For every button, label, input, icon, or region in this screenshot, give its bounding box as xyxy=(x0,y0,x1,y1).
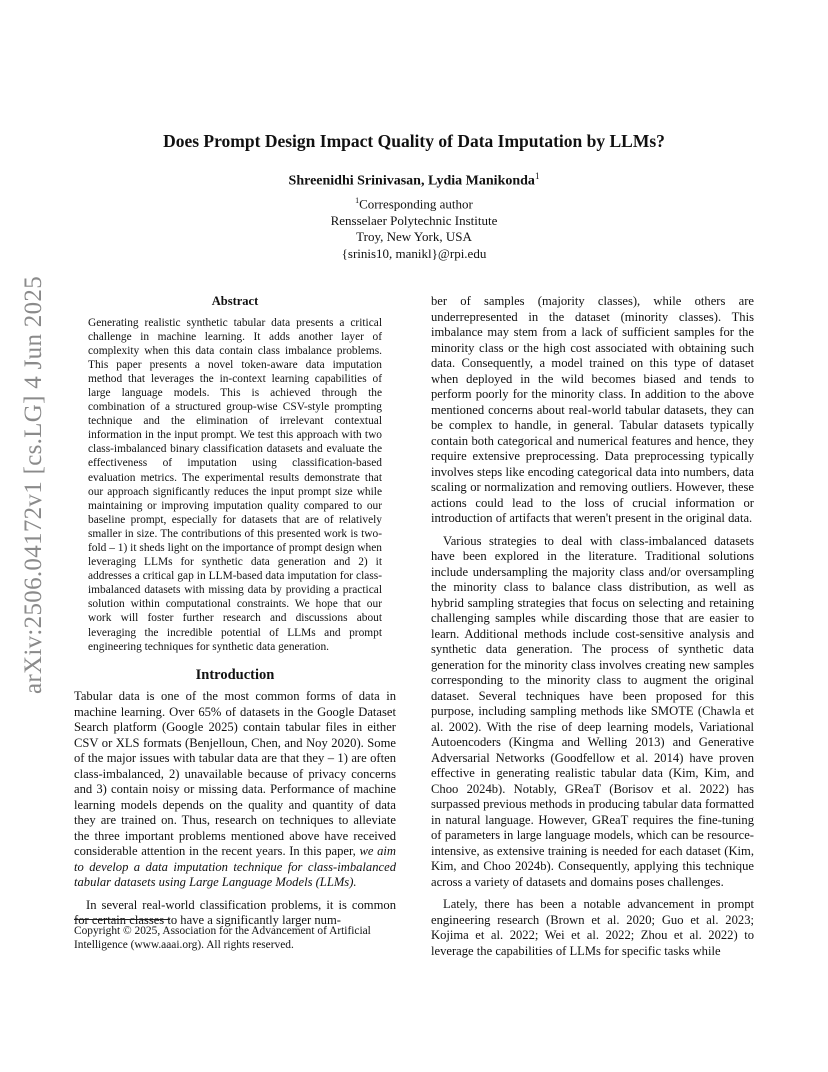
author-emails: {srinis10, manikl}@rpi.edu xyxy=(341,245,487,261)
institution-location: Troy, New York, USA xyxy=(356,229,472,245)
arxiv-identifier-text: arXiv:2506.04172v1 [cs.LG] 4 Jun 2025 xyxy=(20,276,47,694)
author-footnote-mark: 1 xyxy=(534,171,540,181)
intro-paragraph-2-start: In several real-world classification problems, it is common for certain classes to have a significantly larger num- xyxy=(74,897,396,928)
right-column xyxy=(431,294,754,959)
copyright-footnote xyxy=(74,919,396,952)
intro-paragraph-1-text: Tabular data is one of the most common forms of data in machine learning. Over 65% of datasets in the Google Dataset Search platform (Google 2025) contain tabular files in either CSV or XLS formats (Benjelloun, Chen, and Noy 2020). Some of the major issues with tabular data are that they – 1) are often class-imbalanced, 2) unavailable because of privacy concerns and 3) contain noisy or missing data. Performance of machine learning models depends on the quality and quantity of data they are trained on. Thus, research on techniques to alleviate the three important problems mentioned above have received considerable attention in the recent years. In this paper, xyxy=(74,689,396,859)
affiliation-block xyxy=(0,193,828,262)
corresponding-mark: 1 xyxy=(355,196,360,205)
intro-paragraph-1-emphasis: we aim to develop a data imputation technique for class-imbalanced tabular datasets using Large Language Models (LLMs). xyxy=(74,844,397,890)
author-names: Shreenidhi Srinivasan, Lydia Manikonda xyxy=(288,173,535,189)
arxiv-identifier-stamp xyxy=(16,276,52,694)
abstract-text: Generating realistic synthetic tabular data presents a critical challenge in machine learning. It adds another layer of complexity when this data contain class imbalance problems. This paper presents a novel token-aware data imputation method that leverages the in-context learning capabilities of large language models. This is achieved through the combination of a structured group-wise CSV-style prompting technique and the elimination of irrelevant contextual information in the input prompt. We test this approach with two class-imbalanced binary classification datasets and evaluate the effectiveness of imputation using classification-based evaluation metrics. The experimental results demonstrate that our approach significantly reduces the input prompt size while maintaining or improving imputation quality compared to our baseline prompt, especially for datasets that are of relatively smaller in size. The contributions of this presented work is two-fold – 1) it sheds light on the importance of prompt design when leveraging LLMs for synthetic data generation and 2) it addresses a critical gap in LLM-based data imputation for class-imbalanced datasets with missing data by providing a practical solution within computational constraints. We hope that our work will foster further research and discussions about leveraging the incredible potential of LLMs and prompt engineering techniques for synthetic data generation. xyxy=(88,316,382,653)
intro-paragraph-1 xyxy=(74,689,396,891)
author-list xyxy=(0,171,828,190)
paper-title: Does Prompt Design Impact Quality of Data Imputation by LLMs? xyxy=(163,131,665,151)
intro-paragraph-2-continued: ber of samples (majority classes), while others are underrepresented in the dataset (minority classes). This imbalance may stem from a lack of sufficient samples for the minority class or the high cost associated with obtaining such data. Consequently, a model trained on this type of dataset when deployed in the wild becomes biased and tends to perform poorly for the minority class. In addition to the above mentioned concerns about real-world tabular datasets, they can be complex to handle, in general. Tabular datasets typically contain both categorical and numerical features and hence, they require extensive preprocessing. Data preprocessing typically involves steps like encoding categorical data into numbers, data scaling or normalization and removing outliers. However, these actions could lead to the loss of crucial information or introduction of artifacts that weren't present in the original data. xyxy=(431,294,754,525)
introduction-heading: Introduction xyxy=(195,666,275,683)
intro-paragraph-4: Lately, there has been a notable advancement in prompt engineering research (Brown et al. 2020; Guo et al. 2023; Kojima et al. 2022; Wei et al. 2022; Zhou et al. 2022) to leverage the capabilities of LLMs for specific tasks while xyxy=(431,897,754,958)
intro-paragraph-3: Various strategies to deal with class-imbalanced datasets have been explored in the literature. Traditional solutions include undersampling the majority class and/or oversampling the minority class to balance class distribution, as well as hybrid sampling strategies that focus on selecting and retaining challenging samples while discarding those that are easier to learn. Additional methods include cost-sensitive analysis and synthetic data generation. The process of synthetic data generation for the minority class involves creating new samples corresponding to the minority class to augment the original dataset. Several techniques have been proposed for this purpose, including sampling methods like SMOTE (Chawla et al. 2002). With the rise of deep learning models, Variational Autoencoders (Kingma and Welling 2013) and Generative Adversarial Networks (Goodfellow et al. 2014) have proven effective in generating realistic tabular data (Kim, Kim, and Choo 2024b). Notably, GReaT (Borisov et al. 2022) has surpassed previous methods in producing tabular data formatted in natural language. However, GReaT requires the fine-tuning of parameters in large language models, which can be resource-intensive, as extensive training is needed for each dataset (Kim, Kim, and Choo 2024b). Consequently, applying this technique across a variety of datasets and domains poses challenges. xyxy=(431,533,754,889)
corresponding-label: Corresponding author xyxy=(359,196,473,212)
left-column xyxy=(74,294,396,929)
abstract-heading: Abstract xyxy=(211,294,259,308)
corresponding-note xyxy=(0,193,828,213)
institution-name: Rensselaer Polytechnic Institute xyxy=(330,212,498,228)
footnote-rule xyxy=(74,919,170,920)
copyright-text: Copyright © 2025, Association for the Advancement of Artificial Intelligence (www.aaai.org). All rights reserved. xyxy=(74,925,371,951)
